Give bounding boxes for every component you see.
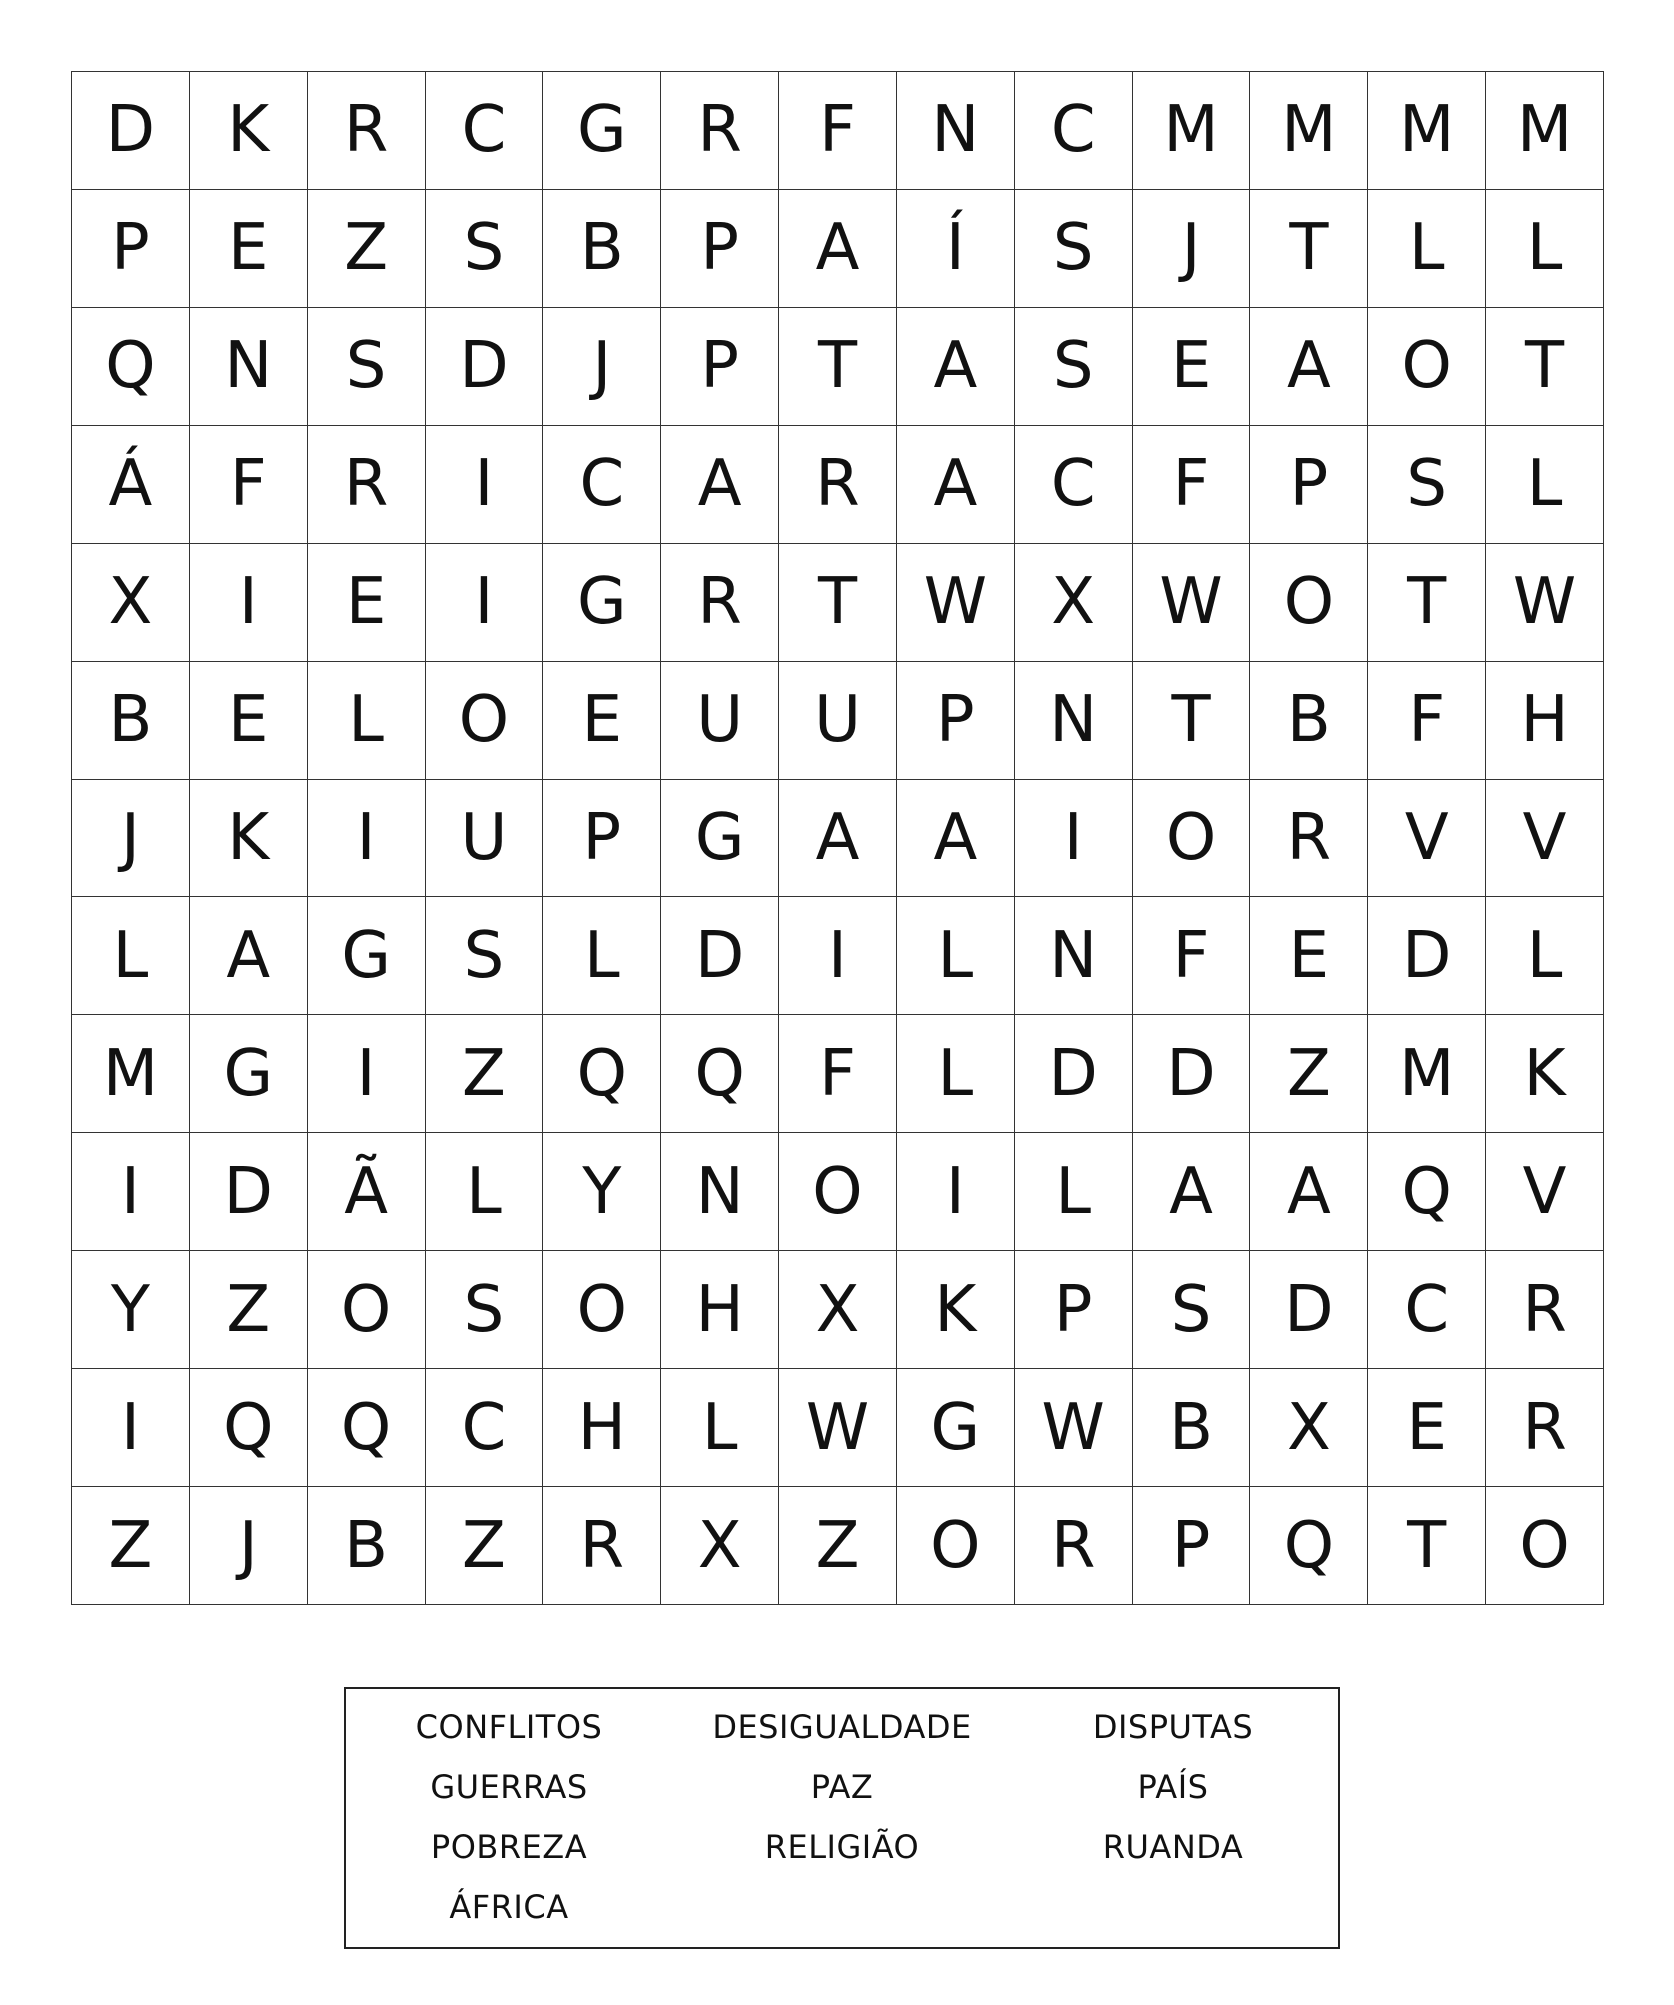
grid-cell[interactable]: L [1486, 897, 1604, 1015]
grid-cell[interactable]: S [1015, 190, 1133, 308]
grid-cell[interactable]: V [1486, 780, 1604, 898]
grid-cell[interactable]: R [661, 72, 779, 190]
word-search-grid [71, 71, 1604, 1605]
grid-cell[interactable]: A [897, 426, 1015, 544]
grid-cell[interactable]: P [543, 780, 661, 898]
grid-cell[interactable]: G [190, 1015, 308, 1133]
grid-cell[interactable]: L [308, 662, 426, 780]
grid-cell[interactable]: X [779, 1251, 897, 1369]
grid-cell[interactable]: B [1133, 1369, 1251, 1487]
word-list [344, 1687, 1340, 1949]
grid-cell[interactable]: V [1368, 780, 1486, 898]
grid-cell[interactable]: X [1250, 1369, 1368, 1487]
grid-cell[interactable]: D [1368, 897, 1486, 1015]
grid-cell[interactable]: U [661, 662, 779, 780]
grid-cell[interactable]: Z [426, 1015, 544, 1133]
grid-cell[interactable]: C [1368, 1251, 1486, 1369]
grid-cell[interactable]: H [661, 1251, 779, 1369]
grid-cell[interactable]: I [308, 1015, 426, 1133]
grid-cell[interactable]: R [308, 72, 426, 190]
grid-cell[interactable]: Í [897, 190, 1015, 308]
grid-cell[interactable]: Z [72, 1487, 190, 1605]
grid-cell[interactable]: Y [543, 1133, 661, 1251]
grid-cell[interactable]: M [1486, 72, 1604, 190]
grid-cell[interactable]: K [190, 780, 308, 898]
grid-cell[interactable]: O [897, 1487, 1015, 1605]
grid-cell[interactable]: P [1250, 426, 1368, 544]
grid-cell[interactable]: T [779, 544, 897, 662]
grid-cell[interactable]: D [1250, 1251, 1368, 1369]
grid-cell[interactable]: B [1250, 662, 1368, 780]
grid-cell[interactable]: F [779, 72, 897, 190]
grid-cell[interactable]: G [308, 897, 426, 1015]
grid-cell[interactable]: E [190, 190, 308, 308]
grid-cell[interactable]: Q [543, 1015, 661, 1133]
grid-cell[interactable]: P [1015, 1251, 1133, 1369]
grid-cell[interactable]: K [190, 72, 308, 190]
grid-cell[interactable]: Z [779, 1487, 897, 1605]
grid-cell[interactable]: L [1015, 1133, 1133, 1251]
grid-cell[interactable]: O [779, 1133, 897, 1251]
word-list-item: PAZ [810, 1768, 874, 1806]
grid-cell[interactable]: P [897, 662, 1015, 780]
grid-cell[interactable]: P [72, 190, 190, 308]
grid-cell[interactable]: N [190, 308, 308, 426]
grid-cell[interactable]: I [426, 544, 544, 662]
grid-cell[interactable]: W [1015, 1369, 1133, 1487]
grid-cell[interactable]: X [72, 544, 190, 662]
grid-cell[interactable]: G [661, 780, 779, 898]
grid-cell[interactable]: T [1368, 544, 1486, 662]
grid-cell[interactable]: O [1368, 308, 1486, 426]
grid-cell[interactable]: A [897, 308, 1015, 426]
grid-cell[interactable]: H [543, 1369, 661, 1487]
grid-cell[interactable]: P [661, 190, 779, 308]
grid-cell[interactable]: W [897, 544, 1015, 662]
grid-cell[interactable]: S [308, 308, 426, 426]
grid-cell[interactable]: M [1250, 72, 1368, 190]
grid-cell[interactable]: J [543, 308, 661, 426]
grid-cell[interactable]: L [72, 897, 190, 1015]
grid-cell[interactable]: W [779, 1369, 897, 1487]
grid-cell[interactable]: X [661, 1487, 779, 1605]
grid-cell[interactable]: B [72, 662, 190, 780]
grid-cell[interactable]: S [426, 190, 544, 308]
grid-cell[interactable]: L [543, 897, 661, 1015]
grid-cell[interactable]: D [1015, 1015, 1133, 1133]
grid-cell[interactable]: B [308, 1487, 426, 1605]
grid-cell[interactable]: I [1015, 780, 1133, 898]
grid-cell[interactable]: C [1015, 72, 1133, 190]
grid-cell[interactable]: O [1486, 1487, 1604, 1605]
grid-cell[interactable]: I [779, 897, 897, 1015]
grid-cell[interactable]: L [661, 1369, 779, 1487]
grid-cell[interactable]: D [1133, 1015, 1251, 1133]
grid-cell[interactable]: G [897, 1369, 1015, 1487]
grid-cell[interactable]: R [661, 544, 779, 662]
grid-cell[interactable]: A [779, 780, 897, 898]
grid-cell[interactable]: L [1486, 190, 1604, 308]
grid-cell[interactable]: G [543, 544, 661, 662]
grid-cell[interactable]: M [72, 1015, 190, 1133]
grid-cell[interactable]: E [1250, 897, 1368, 1015]
grid-cell[interactable]: D [426, 308, 544, 426]
grid-cell[interactable]: S [426, 897, 544, 1015]
grid-cell[interactable]: S [1133, 1251, 1251, 1369]
word-list-item: POBREZA [430, 1828, 588, 1866]
grid-cell[interactable]: Q [308, 1369, 426, 1487]
grid-cell[interactable]: Q [661, 1015, 779, 1133]
grid-cell[interactable]: F [190, 426, 308, 544]
grid-cell[interactable]: D [661, 897, 779, 1015]
grid-cell[interactable]: A [1133, 1133, 1251, 1251]
grid-cell[interactable]: C [426, 72, 544, 190]
grid-cell[interactable]: A [661, 426, 779, 544]
grid-cell[interactable]: Z [426, 1487, 544, 1605]
grid-cell[interactable]: N [1015, 897, 1133, 1015]
grid-cell[interactable]: E [543, 662, 661, 780]
grid-cell[interactable]: L [897, 1015, 1015, 1133]
grid-cell[interactable]: A [190, 897, 308, 1015]
grid-cell[interactable]: A [897, 780, 1015, 898]
grid-cell[interactable]: S [1015, 308, 1133, 426]
grid-cell[interactable]: Q [1250, 1487, 1368, 1605]
grid-cell[interactable]: O [426, 662, 544, 780]
grid-cell[interactable]: Ã [308, 1133, 426, 1251]
grid-cell[interactable]: J [72, 780, 190, 898]
grid-cell[interactable]: R [543, 1487, 661, 1605]
grid-cell[interactable]: I [72, 1133, 190, 1251]
grid-cell[interactable]: M [1368, 1015, 1486, 1133]
grid-cell[interactable]: I [426, 426, 544, 544]
grid-cell[interactable]: J [190, 1487, 308, 1605]
grid-cell[interactable]: R [779, 426, 897, 544]
grid-cell[interactable]: N [1015, 662, 1133, 780]
grid-cell[interactable]: C [426, 1369, 544, 1487]
grid-cell[interactable]: Z [190, 1251, 308, 1369]
grid-cell[interactable]: D [190, 1133, 308, 1251]
grid-cell[interactable]: O [543, 1251, 661, 1369]
grid-cell[interactable]: F [1368, 662, 1486, 780]
grid-cell[interactable]: C [543, 426, 661, 544]
grid-cell[interactable]: E [308, 544, 426, 662]
grid-cell[interactable]: I [190, 544, 308, 662]
grid-cell[interactable]: Q [1368, 1133, 1486, 1251]
grid-cell[interactable]: E [1133, 308, 1251, 426]
grid-cell[interactable]: E [190, 662, 308, 780]
grid-cell[interactable]: P [1133, 1487, 1251, 1605]
grid-cell[interactable]: R [308, 426, 426, 544]
grid-cell[interactable]: T [779, 308, 897, 426]
grid-cell[interactable]: U [426, 780, 544, 898]
word-list-item: PAÍS [1137, 1768, 1209, 1806]
grid-cell[interactable]: L [897, 897, 1015, 1015]
grid-cell[interactable]: O [1250, 544, 1368, 662]
grid-cell[interactable]: M [1133, 72, 1251, 190]
grid-cell[interactable]: O [1133, 780, 1251, 898]
grid-cell[interactable]: S [1368, 426, 1486, 544]
grid-cell[interactable]: I [308, 780, 426, 898]
grid-cell[interactable]: G [543, 72, 661, 190]
grid-cell[interactable]: E [1368, 1369, 1486, 1487]
grid-cell[interactable]: I [72, 1369, 190, 1487]
grid-cell[interactable]: Z [308, 190, 426, 308]
grid-cell[interactable]: Z [1250, 1015, 1368, 1133]
word-list-item: DESIGUALDADE [712, 1708, 972, 1746]
grid-cell[interactable]: H [1486, 662, 1604, 780]
grid-cell[interactable]: R [1486, 1251, 1604, 1369]
grid-cell[interactable]: Q [72, 308, 190, 426]
grid-cell[interactable]: T [1486, 308, 1604, 426]
grid-cell[interactable]: D [72, 72, 190, 190]
grid-cell[interactable]: R [1015, 1487, 1133, 1605]
word-list-item: RUANDA [1102, 1828, 1244, 1866]
grid-cell[interactable]: T [1368, 1487, 1486, 1605]
grid-cell[interactable]: L [426, 1133, 544, 1251]
grid-cell[interactable]: F [1133, 897, 1251, 1015]
word-list-item: DISPUTAS [1092, 1708, 1254, 1746]
word-list-item: GUERRAS [430, 1768, 588, 1806]
grid-cell[interactable]: O [308, 1251, 426, 1369]
grid-cell[interactable]: K [1486, 1015, 1604, 1133]
grid-cell[interactable]: X [1015, 544, 1133, 662]
grid-cell[interactable]: I [897, 1133, 1015, 1251]
word-list-item: ÁFRICA [449, 1888, 569, 1926]
grid-cell[interactable]: S [426, 1251, 544, 1369]
grid-cell[interactable]: W [1133, 544, 1251, 662]
grid-cell[interactable]: T [1250, 190, 1368, 308]
grid-cell[interactable]: L [1486, 426, 1604, 544]
grid-cell[interactable]: Á [72, 426, 190, 544]
grid-cell[interactable]: Q [190, 1369, 308, 1487]
grid-cell[interactable]: K [897, 1251, 1015, 1369]
grid-cell[interactable]: L [1368, 190, 1486, 308]
grid-cell[interactable]: J [1133, 190, 1251, 308]
grid-cell[interactable]: N [897, 72, 1015, 190]
grid-cell[interactable]: P [661, 308, 779, 426]
word-list-item: CONFLITOS [415, 1708, 603, 1746]
grid-cell[interactable]: A [779, 190, 897, 308]
grid-cell[interactable]: V [1486, 1133, 1604, 1251]
grid-cell[interactable]: R [1486, 1369, 1604, 1487]
grid-cell[interactable]: B [543, 190, 661, 308]
grid-cell[interactable]: R [1250, 780, 1368, 898]
grid-cell[interactable]: C [1015, 426, 1133, 544]
grid-cell[interactable]: T [1133, 662, 1251, 780]
grid-cell[interactable]: A [1250, 308, 1368, 426]
grid-cell[interactable]: M [1368, 72, 1486, 190]
grid-cell[interactable]: A [1250, 1133, 1368, 1251]
grid-cell[interactable]: N [661, 1133, 779, 1251]
grid-cell[interactable]: F [779, 1015, 897, 1133]
grid-cell[interactable]: Y [72, 1251, 190, 1369]
grid-cell[interactable]: U [779, 662, 897, 780]
word-list-item: RELIGIÃO [764, 1828, 920, 1866]
grid-cell[interactable]: W [1486, 544, 1604, 662]
grid-cell[interactable]: F [1133, 426, 1251, 544]
